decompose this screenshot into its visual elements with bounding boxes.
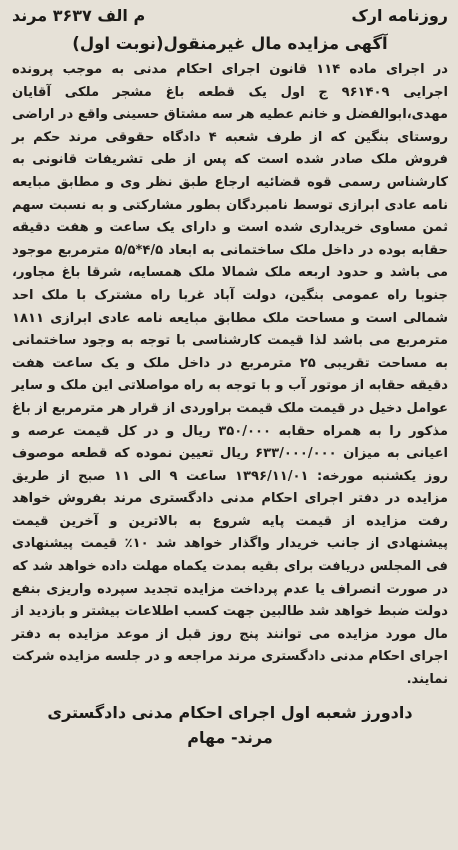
- newspaper-name: روزنامه ارک: [351, 6, 448, 25]
- notice-code: م الف ۳۶۳۷ مرند: [12, 6, 146, 25]
- notice-title: آگهی مزایده مال غیرمنقول(نوبت اول): [72, 34, 388, 53]
- header-row: [12, 6, 448, 32]
- notice-paragraph: در اجرای ماده ۱۱۴ قانون اجرای احکام مدنی به موجب پرونده اجرایی ۹۶۱۴۰۹ ج اول یک قطعه باغ مشجر ملکی آقایان مهدی،ابوالفضل و خانم عطیه هر سه مشتاق حسینی واقع در اراضی روستای بنگین که از طرف شعبه ۴ دادگاه حقوقی مرند حکم بر فروش ملک صادر شده است که پس از طی تشریفات قانونی به کارشناس رسمی قوه قضائیه ارجاع طبق نظر وی و مطابق مبایعه نامه عادی ابرازی توسط نامبردگان بطور مشارکتی و به نسبت سهم ثمن مساوی خریداری شده است و دارای یک ساعت و هفت دقیقه حقابه بوده در داخل ملک ساختمانی به ابعاد ۴/۵*۵/۵ مترمربع موجود می باشد و حدود اربعه ملک شمالا ملک همسایه، شرقا باغ مجاور، جنوبا راه عمومی بنگین، دولت آباد غربا راه مشترک با ملک احد شمالی است و مساحت ملک مطابق مبایعه نامه عادی ابرازی ۱۸۱۱ مترمربع می باشد لذا قیمت کارشناسی با توجه به وجود ساختمانی به مساحت تقریبی ۲۵ مترمربع در داخل ملک و یک ساعت هفت دقیقه حقابه از موتور آب و با توجه به راه مواصلاتی این ملک و سایر عوامل دخیل در قیمت ملک قیمت براوردی از قرار هر مترمربع از باغ مذکور را به همراه حقابه ۳۵۰/۰۰۰ ریال و در کل قیمت عرصه و اعیانی به میزان ۶۳۳/۰۰۰/۰۰۰ ریال تعیین نموده که قطعه موصوف روز یکشنبه مورخه: ۱۳۹۶/۱۱/۰۱ ساعت ۹ الی ۱۱ صبح از طریق مزایده در دفتر اجرای احکام مدنی دادگستری مرند بفروش خواهد رفت مزایده از قیمت پایه شروع به بالاترین و آخرین قیمت پیشنهادی از جانب خریدار واگذار خواهد شد ۱۰٪ قیمت پیشنهادی فی المجلس دریافت برای بقیه بمدت یکماه مهلت داده خواهد شد که در صورت انصراف یا عدم پرداخت مزایده تجدید سپرده واریزی بنفع دولت ضبط خواهد شد طالبین جهت کسب اطلاعات بیشتر و بازدید از مال مورد مزایده می توانند پنج روز قبل از موعد مزایده به دفتر اجرای احکام مدنی دادگستری مرند مراجعه و در جلسه مزایده شرکت نمایند.: [11, 62, 449, 688]
- signature-line-2: مرند- مهام: [187, 727, 273, 747]
- notice-body: [12, 59, 448, 692]
- signature-line-1: دادورز شعبه اول اجرای احکام مدنی دادگستری: [47, 702, 413, 722]
- signature-block: [12, 700, 448, 750]
